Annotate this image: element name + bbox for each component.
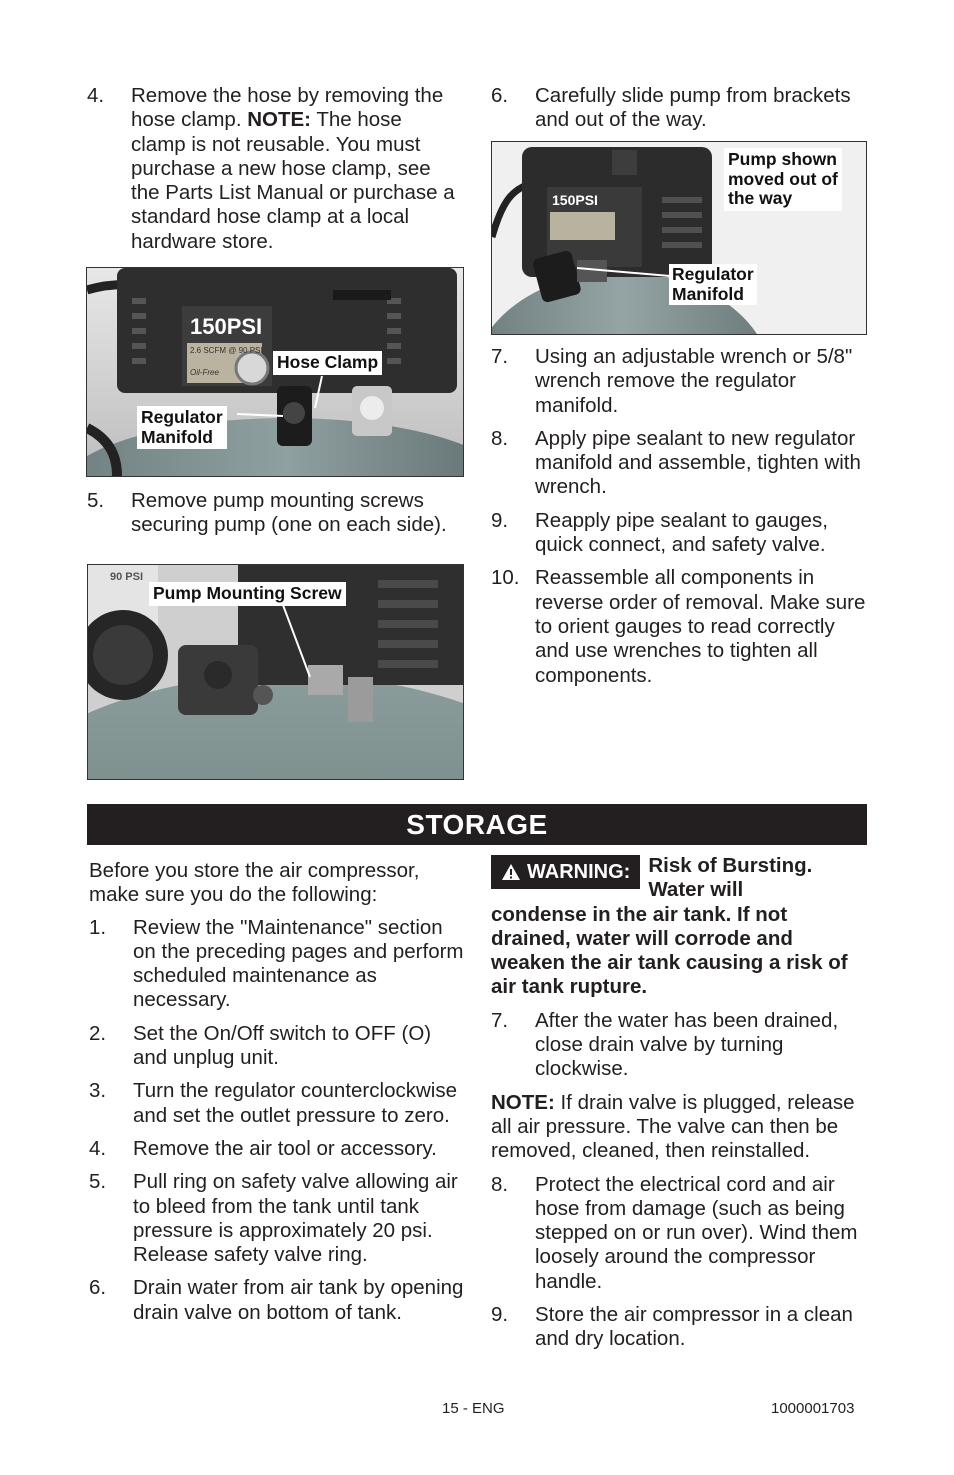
storage-step-8 xyxy=(491,1173,866,1294)
warning-line-2: Water will xyxy=(648,878,744,902)
photo-pump-mounting-screw xyxy=(87,564,464,780)
step-7 xyxy=(491,345,866,418)
label-line-1: Regulator xyxy=(672,264,754,284)
step-number: 5. xyxy=(89,1170,107,1194)
step-text: Set the On/Off switch to OFF (O) and unplug unit. xyxy=(133,1021,432,1070)
step-text: Store the air compressor in a clean and dry location. xyxy=(535,1303,853,1351)
warning-line-1: Risk of Bursting. xyxy=(648,854,813,877)
storage-step-4 xyxy=(89,1137,464,1161)
pump-mounting-screw-label: Pump Mounting Screw xyxy=(149,582,346,606)
step-text: Turn the regulator counterclockwise and set the outlet pressure to zero. xyxy=(133,1079,457,1127)
step-text: Remove the air tool or accessory. xyxy=(133,1136,437,1160)
step-number: 9. xyxy=(491,1303,509,1327)
label-line-2: Manifold xyxy=(141,426,213,447)
step-number: 3. xyxy=(89,1079,107,1103)
warning-text: condense in the air tank. If not drained, water will corrode and weaken the air tank causing a risk of air tank rupture. xyxy=(491,902,848,999)
step-6-block xyxy=(491,84,866,142)
label-line-3: the way xyxy=(728,188,793,208)
step-text: Review the "Maintenance" section on the preceding pages and perform scheduled maintenance as necessary. xyxy=(133,915,464,1012)
storage-step-6 xyxy=(89,1276,464,1325)
storage-step-2 xyxy=(89,1022,464,1071)
step-5 xyxy=(87,489,462,538)
step-number: 9. xyxy=(491,508,509,532)
step-9 xyxy=(491,509,866,558)
label-line-1: Regulator xyxy=(141,407,223,427)
oil-free-text: Oil-Free xyxy=(190,368,219,377)
scfm-text: 2.6 SCFM @ 90 PSI xyxy=(190,346,263,355)
step-number: 2. xyxy=(89,1021,107,1045)
label-line-2: Manifold xyxy=(672,283,744,304)
document-number: 1000001703 xyxy=(771,1400,855,1417)
pump-shown-moved-label xyxy=(724,148,842,211)
photo-hose-clamp xyxy=(86,267,464,477)
warning-badge-text: WARNING: xyxy=(527,860,631,883)
step-10 xyxy=(491,566,866,687)
step-8 xyxy=(491,427,866,500)
storage-right-column xyxy=(491,854,866,1361)
step-number: 4. xyxy=(89,1136,107,1160)
hose-clamp-label: Hose Clamp xyxy=(273,351,382,375)
page-number: 15 - ENG xyxy=(442,1400,505,1417)
step-number: 6. xyxy=(491,84,509,107)
storage-left-column xyxy=(89,859,464,1334)
step-text: Reassemble all components in reverse order of removal. Make sure to orient gauges to read correctly and use wrenches to tighten all components. xyxy=(535,566,866,687)
label-line-1: Pump shown xyxy=(728,149,837,169)
gauge-90psi-text: 90 PSI xyxy=(110,571,144,583)
step-text: Using an adjustable wrench or 5/8" wrench remove the regulator manifold. xyxy=(535,345,853,417)
regulator-manifold-label xyxy=(137,406,227,449)
warning-triangle-icon xyxy=(501,863,521,881)
step-6 xyxy=(491,84,866,133)
step-text: Remove the hose by removing the hose clamp. xyxy=(131,84,444,132)
regulator-manifold-label xyxy=(669,264,757,305)
photo-pump-moved xyxy=(491,141,867,335)
storage-step-9 xyxy=(491,1303,866,1352)
step-text: Reapply pipe sealant to gauges, quick connect, and safety valve. xyxy=(535,508,828,557)
storage-step-7 xyxy=(491,1009,866,1082)
step-text: After the water has been drained, close drain valve by turning clockwise. xyxy=(535,1008,839,1081)
warning-badge xyxy=(491,855,640,889)
step-number: 4. xyxy=(87,84,105,107)
step-number: 10. xyxy=(491,566,520,590)
step-number: 8. xyxy=(491,426,509,450)
step-text: Protect the electrical cord and air hose from damage (such as being stepped on or run over). Wind them loosely around the compressor handle. xyxy=(535,1172,858,1293)
step-4 xyxy=(87,84,462,254)
step-text-cont: The hose clamp is not reusable. You must purchase a new hose clamp, see the Parts List Manual or purchase a standard hose clamp at a local hardware store. xyxy=(131,108,455,253)
top-left-column xyxy=(87,84,462,263)
brand-150psi-text: 150PSI xyxy=(190,314,263,339)
label-line-2: moved out of xyxy=(728,168,838,189)
storage-step-5 xyxy=(89,1170,464,1267)
storage-step-3 xyxy=(89,1079,464,1128)
step-text: Pull ring on safety valve allowing air to bleed from the tank until tank pressure is approximately 20 psi. Release safety valve ring. xyxy=(133,1170,458,1267)
step-number: 7. xyxy=(491,1008,509,1032)
step-number: 6. xyxy=(89,1276,107,1300)
steps-7-10-block xyxy=(491,345,866,697)
brand-150psi-text: 150PSI xyxy=(552,192,598,208)
step-text: Apply pipe sealant to new regulator manifold and assemble, tighten with wrench. xyxy=(535,426,861,499)
drain-valve-note xyxy=(491,1091,866,1164)
storage-intro: Before you store the air compressor, make sure you do the following: xyxy=(89,859,420,907)
step-number: 8. xyxy=(491,1172,509,1196)
storage-step-1 xyxy=(89,916,464,1013)
note-label: NOTE: xyxy=(491,1090,555,1114)
warning-block xyxy=(491,854,866,1000)
note-label: NOTE: xyxy=(247,108,312,132)
step-text: Drain water from air tank by opening drain valve on bottom of tank. xyxy=(133,1276,464,1324)
step-number: 1. xyxy=(89,915,107,939)
note-text: If drain valve is plugged, release all air pressure. The valve can then be removed, cleaned, then reinstalled. xyxy=(491,1090,855,1163)
step-5-block xyxy=(87,489,462,547)
step-number: 5. xyxy=(87,489,105,512)
step-number: 7. xyxy=(491,345,509,368)
storage-section-heading: STORAGE xyxy=(87,804,867,845)
step-text: Carefully slide pump from brackets and out of the way. xyxy=(535,84,851,132)
step-text: Remove pump mounting screws securing pump (one on each side). xyxy=(131,489,447,537)
